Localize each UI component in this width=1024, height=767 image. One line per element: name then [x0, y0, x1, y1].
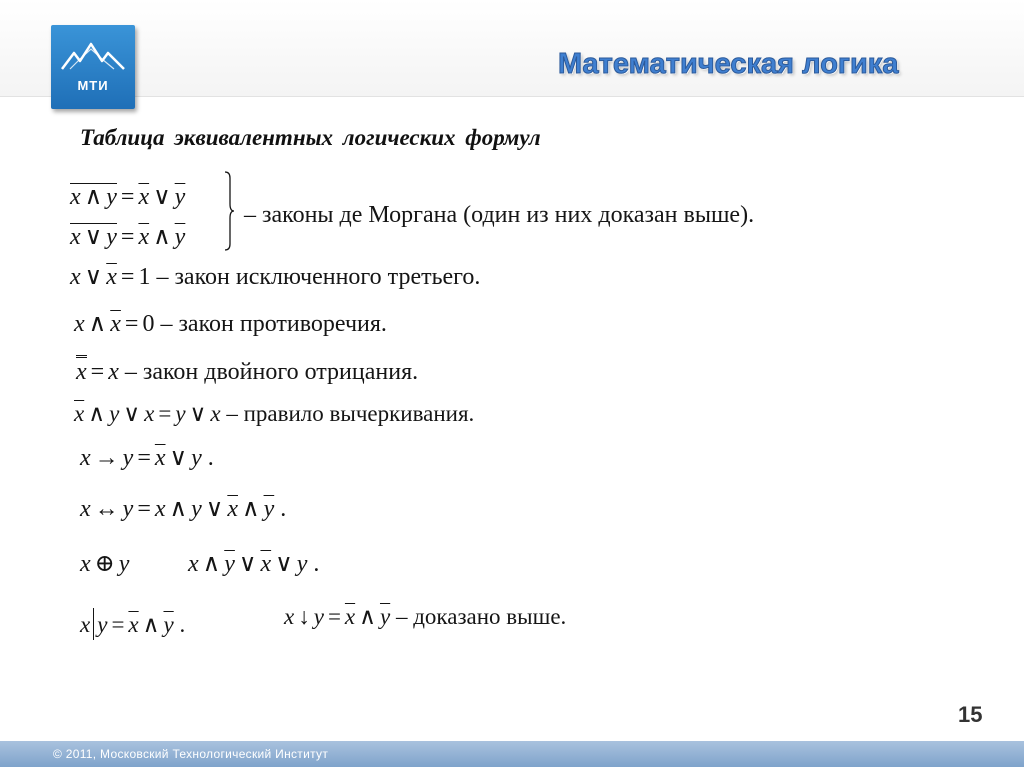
formula-sheffer-stroke: x $y = \overline{x}$ ∧ $\overline{y}$ . — [80, 608, 185, 640]
formula-xor: x ⊕ y — [80, 551, 130, 577]
de-morgan-description: – законы де Моргана (один из них доказан выше). — [244, 202, 755, 228]
footer-copyright: © 2011, Московский Технологический Институт — [53, 747, 329, 761]
formula-cross-out: $\overline{x}$ ∧ y ∨ x = y ∨ x – правило вычеркивания. — [74, 401, 475, 426]
mti-logo — [51, 25, 135, 109]
brace-icon — [224, 170, 234, 252]
pierce-description: – доказано выше. — [395, 604, 567, 629]
double-negation-description: – закон двойного отрицания. — [124, 359, 419, 385]
formula-excluded-middle: x ∨ $\overline{x} = 1$ – закон исключенного третьего. — [70, 264, 481, 290]
cross-out-description: – правило вычеркивания. — [226, 401, 475, 426]
formula-implication: $x \to y = \overline{x}$ ∨ y . — [80, 445, 214, 471]
formula-pierce-arrow: x ↓ $y = \overline{x}$ ∧ $\overline{y}$ – доказано выше. — [284, 604, 567, 629]
formula-de-morgan-1: x ∧ $y = \overline{x}$ ∨ $\overline{y}$ — [70, 184, 186, 210]
logo-text: МТИ — [77, 78, 109, 93]
mountains-icon — [60, 41, 126, 77]
formula-xor-expansion: x ∧ $\overline{y}$ ∨ $\overline{x}$ ∨ y . — [188, 551, 320, 577]
formula-contradiction: x ∧ $\overline{x} = 0$ – закон противоречия. — [74, 311, 387, 337]
page-number: 15 — [958, 702, 983, 727]
table-heading: Таблица эквивалентных логических формул — [80, 125, 541, 150]
formula-de-morgan-2: x ∨ $y = \overline{x}$ ∧ $\overline{y}$ — [70, 224, 186, 250]
footer-bar — [0, 741, 1024, 767]
formula-equivalence: x ↔ y = x ∧ y ∨ $\overline{x}$ ∧ $\overline{y}$ . — [80, 496, 287, 522]
contradiction-description: – закон противоречия. — [160, 311, 387, 337]
slide-title: Математическая логика — [558, 48, 899, 80]
excluded-middle-description: – закон исключенного третьего. — [156, 264, 481, 290]
formula-double-negation: x = x – закон двойного отрицания. — [76, 355, 418, 385]
